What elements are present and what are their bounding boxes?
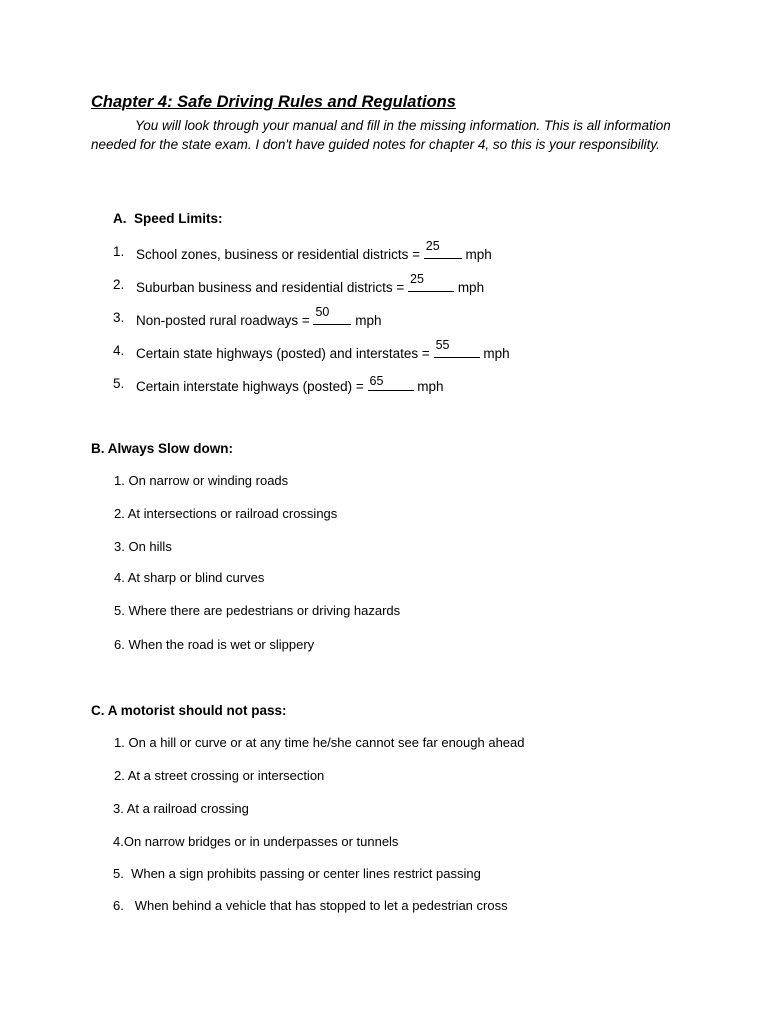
slow-item-5 [114, 603, 400, 618]
fill-in-blank[interactable] [313, 305, 351, 325]
speed-item-3 [113, 305, 382, 328]
fill-in-blank[interactable] [408, 272, 454, 292]
section-a-heading [113, 211, 223, 226]
speed-item-1 [113, 239, 492, 262]
fill-in-blank[interactable] [368, 376, 414, 391]
item-text: When behind a vehicle that has stopped to let a pedestrian cross [134, 898, 508, 913]
fill-in-blank[interactable] [424, 239, 462, 259]
item-number: 4. [113, 343, 125, 358]
blank-answer: 65 [369, 374, 384, 388]
item-number: 2. [114, 506, 125, 521]
item-text: When a sign prohibits passing or center lines restrict passing [131, 866, 481, 881]
item-text: Certain interstate highways (posted) = [136, 379, 364, 394]
unit-label: mph [483, 346, 510, 361]
item-number: 6. [114, 637, 125, 652]
item-text: Where there are pedestrians or driving hazards [128, 603, 401, 618]
item-number: 3. [114, 539, 125, 554]
blank-answer: 50 [315, 305, 330, 319]
speed-item-2 [113, 272, 485, 295]
section-b-heading: B. Always Slow down: [91, 441, 234, 456]
item-text: On a hill or curve or at any time he/she cannot see far enough ahead [128, 735, 525, 750]
item-text: On hills [128, 539, 172, 554]
section-a-letter: A. [113, 211, 127, 226]
item-text: Non-posted rural roadways = [136, 313, 310, 328]
item-text: School zones, business or residential districts = [136, 247, 421, 262]
pass-item-6 [113, 898, 508, 913]
fill-in-blank[interactable] [434, 338, 480, 358]
item-number: 3. [113, 801, 124, 816]
item-text: On narrow bridges or in underpasses or tunnels [123, 834, 399, 849]
pass-item-4 [113, 834, 398, 849]
unit-label: mph [465, 247, 492, 262]
speed-item-5 [113, 374, 444, 394]
item-number: 3. [113, 310, 125, 325]
speed-item-4 [113, 338, 510, 361]
section-a-title: Speed Limits: [134, 211, 223, 226]
blank-answer: 55 [435, 338, 450, 352]
item-number: 4. [114, 570, 125, 585]
item-number: 5. [113, 866, 124, 881]
item-text: Suburban business and residential districts = [136, 280, 405, 295]
item-number: 1. [114, 473, 125, 488]
item-number: 1. [113, 244, 125, 259]
pass-item-1 [114, 735, 525, 750]
item-number: 2. [114, 768, 125, 783]
pass-item-5 [113, 866, 481, 881]
unit-label: mph [457, 280, 485, 295]
section-c-heading: C. A motorist should not pass: [91, 703, 287, 718]
page-title: Chapter 4: Safe Driving Rules and Regulations [91, 93, 456, 111]
unit-label: mph [355, 313, 382, 328]
item-text: When the road is wet or slippery [128, 637, 315, 652]
blank-answer: 25 [410, 272, 424, 286]
item-text: At a street crossing or intersection [127, 768, 325, 783]
item-text: On narrow or winding roads [128, 473, 289, 488]
slow-item-3 [114, 539, 172, 554]
item-text: At sharp or blind curves [127, 570, 265, 585]
unit-label: mph [417, 379, 444, 394]
blank-answer: 25 [425, 239, 440, 253]
intro-paragraph [91, 117, 691, 154]
slow-item-6 [114, 637, 314, 652]
item-number: 2. [113, 277, 125, 292]
item-number: 5. [113, 376, 125, 391]
pass-item-3 [113, 801, 249, 816]
item-number: 1. [114, 735, 125, 750]
item-number: 5. [114, 603, 125, 618]
item-number: 4. [113, 834, 124, 849]
item-text: Certain state highways (posted) and interstates = [136, 346, 430, 361]
item-number: 6. [113, 898, 124, 913]
intro-text: You will look through your manual and fill in the missing information. This is all information needed for the state exam. I don't have guided notes for chapter 4, so this is your responsibility. [91, 118, 671, 152]
slow-item-1 [114, 473, 288, 488]
item-text: At a railroad crossing [126, 801, 249, 816]
item-text: At intersections or railroad crossings [127, 506, 338, 521]
slow-item-4 [114, 570, 264, 585]
slow-item-2 [114, 506, 337, 521]
pass-item-2 [114, 768, 324, 783]
